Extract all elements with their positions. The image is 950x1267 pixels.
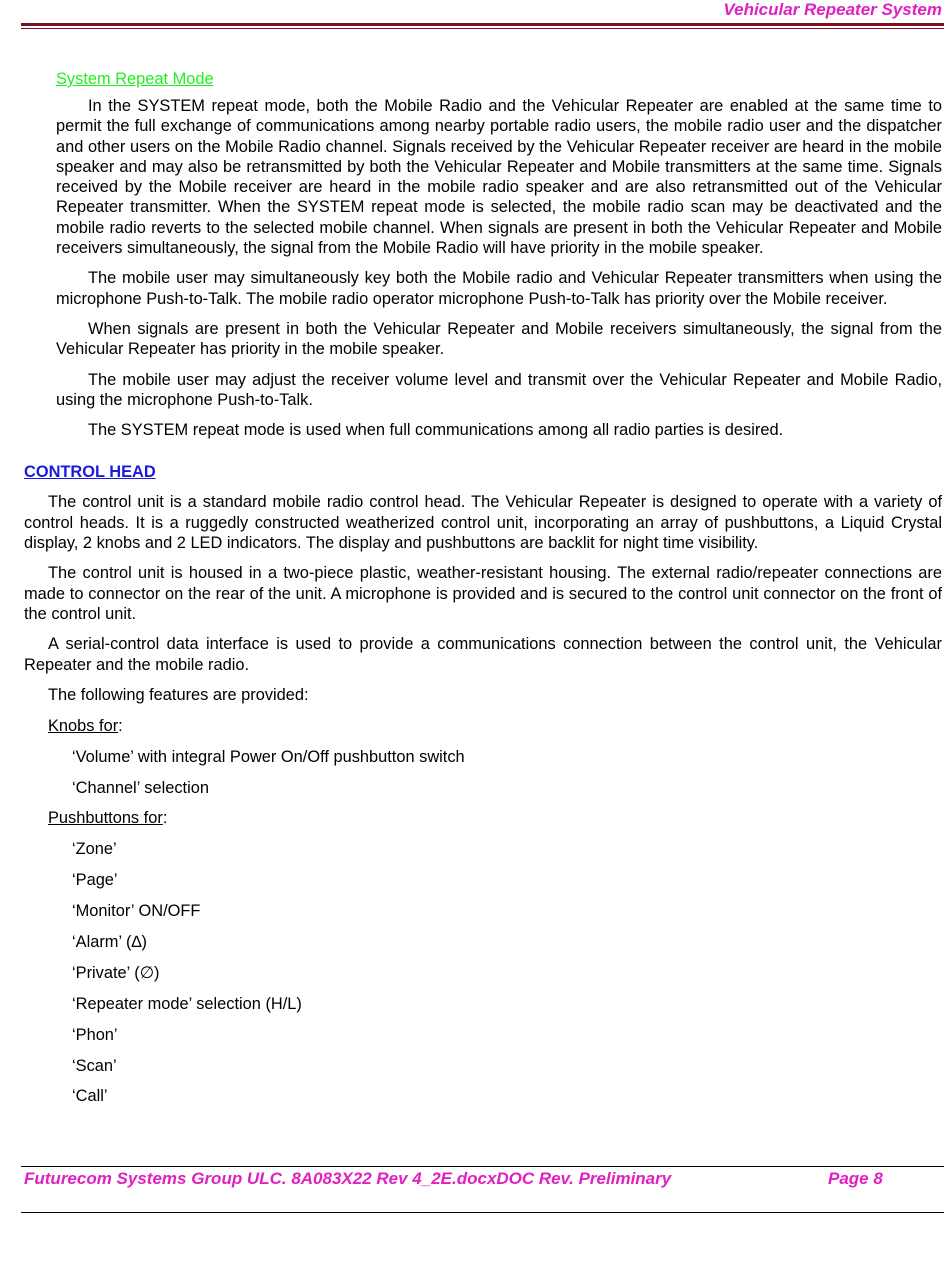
pushbutton-item: ‘Alarm’ (∆) [72, 932, 147, 951]
footer-rule [21, 1166, 944, 1167]
paragraph: The control unit is housed in a two-piece plastic, weather-resistant housing. The external radio/repeater connections are made to connector on the rear of the unit. A microphone is provided and is secured to the control unit connector on the front of the control unit. [24, 564, 942, 623]
page-body [0, 69, 950, 1117]
header-rule [21, 23, 944, 26]
paragraph: A serial-control data interface is used to provide a communications connection between the control unit, the Vehicular Repeater and the mobile radio. [24, 635, 942, 674]
paragraph: The mobile user may simultaneously key both the Mobile radio and Vehicular Repeater transmitters when using the microphone Push-to-Talk. The mobile radio operator microphone Push-to-Talk has priority over the Mobile receiver. [56, 269, 942, 308]
pushbutton-item: ‘Scan’ [72, 1056, 117, 1075]
pushbutton-item: ‘Zone’ [72, 840, 117, 859]
footer-document-info: Futurecom Systems Group ULC. 8A083X22 Rev 4_2E.docxDOC Rev. Preliminary [24, 1169, 672, 1188]
paragraph: The SYSTEM repeat mode is used when full communications among all radio parties is desired. [88, 421, 784, 440]
knob-item: ‘Volume’ with integral Power On/Off pushbutton switch [72, 747, 465, 766]
pushbutton-item: ‘Call’ [72, 1087, 108, 1106]
paragraph: The mobile user may adjust the receiver volume level and transmit over the Vehicular Repeater and Mobile Radio, using the microphone Push-to-Talk. [56, 370, 942, 409]
pushbuttons-heading: Pushbuttons for: [48, 809, 168, 828]
pushbutton-item: ‘Repeater mode’ selection (H/L) [72, 994, 302, 1013]
paragraph: In the SYSTEM repeat mode, both the Mobile Radio and the Vehicular Repeater are enabled at the same time to permit the full exchange of communications among nearby portable radio users, the mobile radio user and the dispatcher and other users on the Mobile Radio channel. Signals received by the Vehicular Repeater receiver are heard in the mobile speaker and may also be retransmitted by both the Vehicular Repeater and Mobile transmitters at the same time. Signals received by the Mobile receiver are heard in the mobile radio speaker and are also retransmitted out of the Vehicular Repeater transmitter. When the SYSTEM repeat mode is selected, the mobile radio scan may be deactivated and the mobile radio reverts to the selected mobile channel. When signals are present in both the Vehicular Repeater and Mobile receivers simultaneously, the signal from the Mobile Radio will have priority in the mobile speaker. [56, 97, 942, 258]
knobs-heading: Knobs for: [48, 716, 123, 735]
knob-item: ‘Channel’ selection [72, 778, 209, 797]
pushbutton-item: ‘Private’ (∅) [72, 963, 160, 982]
paragraph: When signals are present in both the Vehicular Repeater and Mobile receivers simultaneously, the signal from the Vehicular Repeater has priority in the mobile speaker. [56, 319, 942, 359]
pushbutton-item: ‘Page’ [72, 871, 118, 890]
features-intro: The following features are provided: [48, 685, 309, 704]
paragraph: The control unit is a standard mobile radio control head. The Vehicular Repeater is designed to operate with a variety of control heads. It is a ruggedly constructed weatherized control unit, incorporating an array of pushbuttons, a Liquid Crystal display, 2 knobs and 2 LED indicators. The display and pushbuttons are backlit for night time visibility. [24, 493, 942, 553]
footer-page-number: Page 8 [828, 1169, 883, 1188]
pushbutton-item: ‘Monitor’ ON/OFF [72, 902, 201, 921]
section-title-system-repeat-mode[interactable]: System Repeat Mode [56, 70, 214, 88]
running-header-title: Vehicular Repeater System [723, 0, 942, 19]
knobs-label: Knobs for [48, 716, 119, 735]
header-rule-thin [21, 28, 944, 29]
heading-control-head[interactable]: CONTROL HEAD [24, 463, 156, 482]
pushbuttons-label: Pushbuttons for [48, 809, 163, 828]
pushbutton-item: ‘Phon’ [72, 1025, 118, 1044]
footer-rule-bottom [21, 1212, 944, 1213]
